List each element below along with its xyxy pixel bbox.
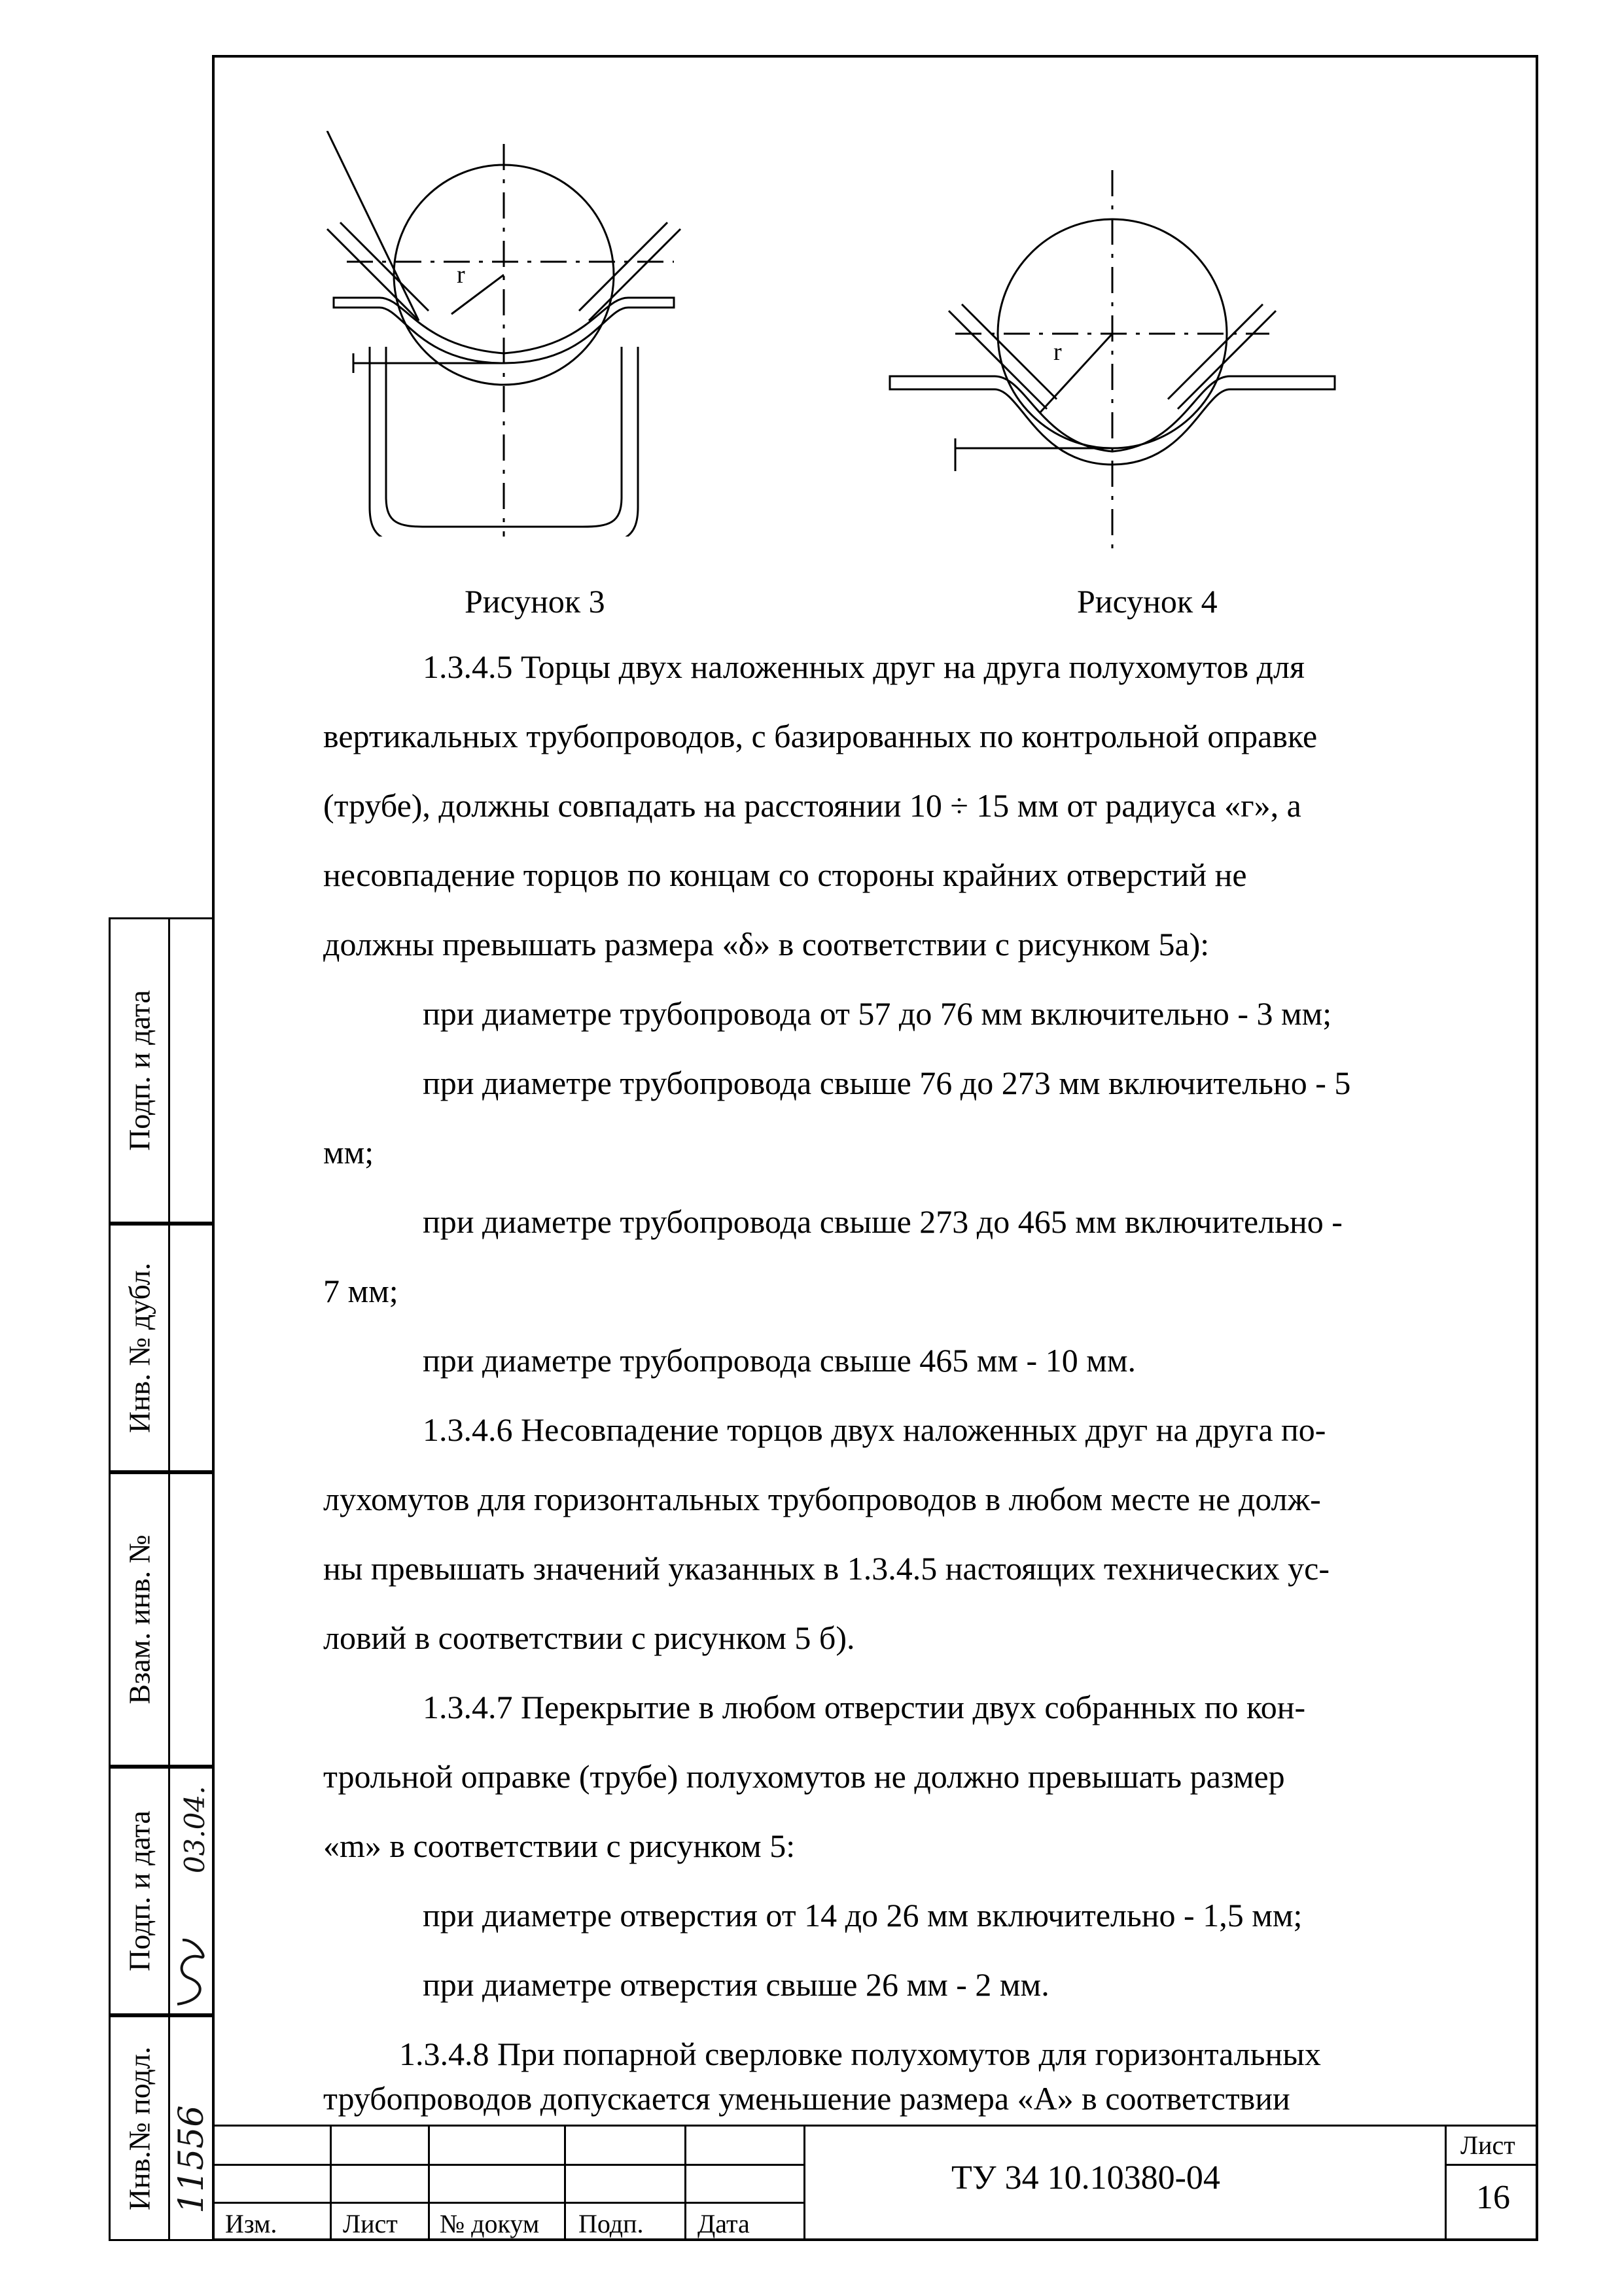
side-label: Взам. инв. № xyxy=(122,1534,156,1704)
body-line: 1.3.4.7 Перекрытие в любом отверстии двух собранных по кон- xyxy=(423,1689,1306,1725)
body-line: «m» в соответствии с рисунком 5: xyxy=(323,1828,796,1864)
body-line: лухомутов для горизонтальных трубопроводов в любом месте не долж- xyxy=(323,1481,1321,1517)
side-stamp-podp-data-top xyxy=(109,917,212,1224)
figure-4-caption: Рисунок 4 xyxy=(1077,583,1218,620)
document-code: ТУ 34 10.10380-04 xyxy=(951,2159,1220,2197)
body-line: ны превышать значений указанных в 1.3.4.5 настоящих технических ус- xyxy=(323,1550,1330,1587)
tb-dokum: № докум xyxy=(440,2209,540,2238)
side-stamp-inv-dubl xyxy=(109,1224,212,1472)
body-line: ловий в соответствии с рисунком 5 б). xyxy=(323,1619,855,1656)
list-item: при диаметре трубопровода свыше 465 мм - 10 мм. xyxy=(423,1342,1136,1379)
side-stamp-vzam-inv xyxy=(109,1472,212,1767)
list-item: при диаметре трубопровода свыше 273 до 465 мм включительно - xyxy=(423,1203,1343,1240)
body-line: (трубе), должны совпадать на расстоянии 10 ÷ 15 мм от радиуса «г», а xyxy=(323,787,1301,824)
signature-date: 03.04. xyxy=(179,1786,211,1873)
inv-number-handwritten: 11556 xyxy=(172,2105,211,2214)
sheet-label: Лист xyxy=(1460,2130,1515,2160)
list-item: при диаметре отверстия от 14 до 26 мм включительно - 1,5 мм; xyxy=(423,1897,1303,1934)
sheet-number: 16 xyxy=(1476,2179,1510,2216)
side-stamp-podp-data xyxy=(109,1767,212,2015)
signature xyxy=(169,1926,213,2011)
tb-list: Лист xyxy=(343,2209,398,2238)
body-line: 1.3.4.5 Торцы двух наложенных друг на друга полухомутов для xyxy=(423,648,1305,685)
radius-label: r xyxy=(1053,338,1062,366)
figure-3-drawing xyxy=(308,131,700,537)
figure-3-caption: Рисунок 3 xyxy=(465,583,605,620)
body-line: несовпадение торцов по концам со стороны крайних отверстий не xyxy=(323,857,1247,893)
figure-4-drawing xyxy=(877,164,1348,556)
list-item: при диаметре трубопровода свыше 76 до 273 мм включительно - 5 xyxy=(423,1065,1351,1101)
side-label: Инв. № дубл. xyxy=(122,1262,156,1434)
side-label: Подп. и дата xyxy=(122,990,156,1151)
body-line: должны превышать размера «δ» в соответствии с рисунком 5а): xyxy=(323,926,1210,963)
side-label: Инв.№ подл. xyxy=(122,2046,156,2210)
body-line: трубопроводов допускается уменьшение размера «А» в соответствии xyxy=(323,2080,1290,2117)
list-item: 7 мм; xyxy=(323,1273,398,1309)
body-line: вертикальных трубопроводов, с базированных по контрольной оправке xyxy=(323,718,1318,754)
list-item: мм; xyxy=(323,1134,374,1171)
side-label: Подп. и дата xyxy=(122,1810,156,1971)
tb-izm: Изм. xyxy=(225,2209,277,2238)
title-block xyxy=(212,2125,1538,2241)
tb-podp: Подп. xyxy=(578,2209,644,2238)
side-stamp-inv-podl xyxy=(109,2015,212,2241)
list-item: при диаметре трубопровода от 57 до 76 мм включительно - 3 мм; xyxy=(423,995,1332,1032)
body-line: 1.3.4.6 Несовпадение торцов двух наложенных друг на друга по- xyxy=(423,1411,1326,1448)
body-line: трольной оправке (трубе) полухомутов не должно превышать размер xyxy=(323,1758,1285,1795)
list-item: при диаметре отверстия свыше 26 мм - 2 мм. xyxy=(423,1966,1049,2003)
body-line: 1.3.4.8 При попарной сверловке полухомутов для горизонтальных xyxy=(399,2036,1321,2072)
tb-data: Дата xyxy=(697,2209,750,2238)
radius-label: r xyxy=(457,261,465,289)
